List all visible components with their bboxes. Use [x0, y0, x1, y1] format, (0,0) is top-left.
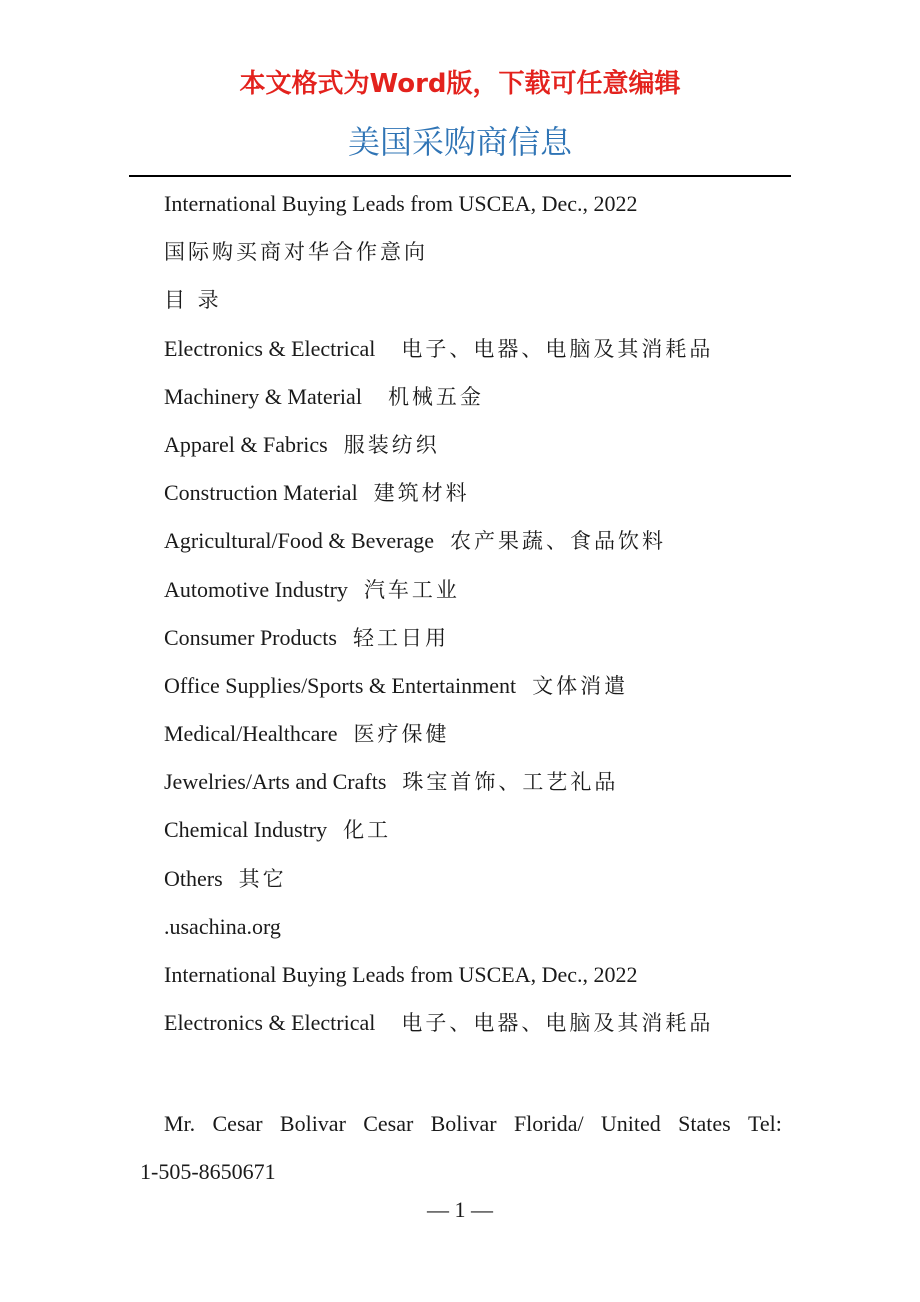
toc-line-cn: 文体消遣	[532, 673, 629, 698]
toc-line-en: Construction Material	[164, 480, 358, 506]
contact-word: United	[600, 1111, 661, 1136]
toc-line	[164, 184, 804, 232]
toc-line-cn: 农产果蔬、食品饮料	[450, 529, 667, 554]
toc-line-en: Jewelries/Arts and Crafts	[164, 769, 387, 795]
contact-word: Cesar	[212, 1111, 263, 1136]
toc-line-cn: 汽车工业	[363, 577, 460, 602]
contact-line	[140, 1100, 782, 1148]
toc-line-en: Chemical Industry	[164, 817, 328, 843]
toc-line	[164, 329, 804, 377]
toc-line	[164, 473, 804, 521]
contact-paragraph	[140, 1100, 782, 1196]
toc-line-cn: 国际购买商对华合作意向	[164, 240, 428, 265]
toc-line-cn: 化工	[343, 818, 392, 843]
toc-line	[164, 666, 804, 714]
toc-line-cn: 其它	[238, 866, 287, 891]
toc-line	[164, 521, 804, 569]
toc-line-en: Apparel & Fabrics	[164, 431, 328, 457]
toc-line-cn: 电子、电器、电脑及其消耗品	[401, 1011, 714, 1036]
toc-line-en: Machinery & Material	[164, 383, 362, 409]
contact-word: Tel:	[748, 1111, 782, 1136]
contact-word: Bolivar	[430, 1111, 497, 1136]
toc-line	[164, 377, 804, 425]
table-of-contents	[164, 184, 804, 1051]
toc-line-en: International Buying Leads from USCEA, Dec., 2022	[164, 962, 638, 987]
toc-line-en: Electronics & Electrical	[164, 1010, 376, 1036]
toc-line-cn: 机械五金	[387, 384, 484, 409]
toc-line-cn: 建筑材料	[373, 481, 470, 506]
toc-line-cn: 轻工日用	[352, 625, 449, 650]
contact-word: Florida/	[513, 1111, 584, 1136]
toc-line	[164, 280, 804, 328]
toc-line	[164, 810, 804, 858]
contact-phone: 1-505-8650671	[140, 1159, 276, 1184]
toc-line	[164, 907, 804, 955]
toc-line-en: Others	[164, 865, 223, 891]
toc-line	[164, 714, 804, 762]
word-format-notice: 本文格式为Word版，下载可任意编辑	[239, 69, 681, 99]
toc-line	[164, 570, 804, 618]
toc-line-cn: 服装纺织	[343, 432, 440, 457]
toc-line-en: Automotive Industry	[164, 576, 348, 602]
toc-line	[164, 232, 804, 280]
toc-line-en: Electronics & Electrical	[164, 335, 376, 361]
document-title: 美国采购商信息	[347, 123, 572, 161]
toc-heading: 目 录	[164, 288, 222, 313]
toc-line-cn: 珠宝首饰、工艺礼品	[402, 770, 619, 795]
toc-line-en: Office Supplies/Sports & Entertainment	[164, 672, 517, 698]
toc-line	[164, 955, 804, 1003]
toc-line	[164, 859, 804, 907]
website-text: .usachina.org	[164, 913, 281, 939]
toc-line-cn: 医疗保健	[353, 722, 450, 747]
toc-line-cn: 电子、电器、电脑及其消耗品	[401, 336, 714, 361]
toc-line	[164, 762, 804, 810]
toc-line	[164, 1003, 804, 1051]
contact-word: Bolivar	[279, 1111, 346, 1136]
page-number: — 1 —	[427, 1197, 493, 1222]
contact-word: Cesar	[363, 1111, 414, 1136]
contact-word: States	[678, 1111, 731, 1136]
toc-line-en: Consumer Products	[164, 624, 337, 650]
title-divider	[129, 175, 791, 177]
toc-line-en: Medical/Healthcare	[164, 721, 338, 747]
contact-word: Mr.	[164, 1111, 196, 1136]
toc-line	[164, 425, 804, 473]
toc-line-en: International Buying Leads from USCEA, Dec., 2022	[164, 191, 638, 216]
toc-line-en: Agricultural/Food & Beverage	[164, 528, 435, 554]
toc-line	[164, 618, 804, 666]
